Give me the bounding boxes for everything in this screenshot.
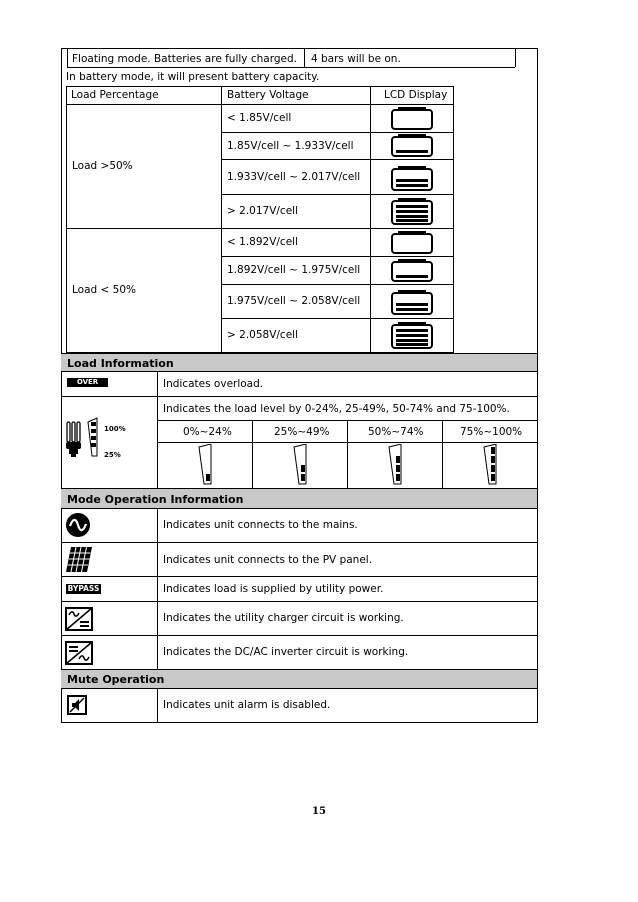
top-row-text-1: Floating mode. Batteries are fully charged. xyxy=(72,53,297,65)
page-number: 15 xyxy=(312,806,326,817)
load-level-label: 50%~74% xyxy=(368,426,424,438)
load-level-bar-icon xyxy=(293,444,307,486)
group-load-label: Load >50% xyxy=(72,160,133,172)
load-level-icon xyxy=(64,416,98,466)
header-load-percentage: Load Percentage xyxy=(71,89,159,101)
load-level-bar-icon xyxy=(388,444,402,486)
section-title: Mode Operation Information xyxy=(67,493,244,506)
battery-voltage-cell: 1.85V/cell ~ 1.933V/cell xyxy=(227,140,354,152)
mute-text: Indicates unit alarm is disabled. xyxy=(163,699,331,711)
battery-voltage-cell: 1.892V/cell ~ 1.975V/cell xyxy=(227,264,361,276)
battery-icon-2-bars xyxy=(390,290,434,316)
battery-intro: In battery mode, it will present battery capacity. xyxy=(66,71,320,83)
battery-icon-empty xyxy=(390,231,434,255)
section-title: Load Information xyxy=(67,357,174,370)
battery-icon-4-bars xyxy=(390,198,434,226)
mode-text: Indicates unit connects to the mains. xyxy=(163,519,358,531)
battery-voltage-cell: 1.933V/cell ~ 2.017V/cell xyxy=(227,171,361,183)
header-battery-voltage: Battery Voltage xyxy=(227,89,309,101)
battery-voltage-cell: < 1.892V/cell xyxy=(227,236,298,248)
load-level-bar-icon xyxy=(198,444,212,486)
battery-icon-1-bar xyxy=(390,134,434,158)
battery-voltage-cell: > 2.017V/cell xyxy=(227,205,298,217)
mode-text: Indicates the DC/AC inverter circuit is working. xyxy=(163,646,409,658)
charger-icon xyxy=(64,606,94,632)
overload-icon: OVER LOAD xyxy=(67,378,108,387)
pv-panel-icon xyxy=(65,546,93,573)
ac-mains-icon xyxy=(65,512,91,538)
mode-text: Indicates unit connects to the PV panel. xyxy=(163,554,373,566)
load-level-label: 0%~24% xyxy=(183,426,232,438)
battery-icon-2-bars xyxy=(390,166,434,192)
load-level-label: 75%~100% xyxy=(460,426,523,438)
battery-icon-1-bar xyxy=(390,259,434,283)
load-level-label: 25%~49% xyxy=(274,426,330,438)
section-title: Mute Operation xyxy=(67,673,165,686)
battery-icon-4-bars xyxy=(390,322,434,350)
top-row-text-2: 4 bars will be on. xyxy=(311,53,401,65)
mode-text: Indicates load is supplied by utility power. xyxy=(163,583,384,595)
mode-text: Indicates the utility charger circuit is working. xyxy=(163,612,404,624)
battery-icon-empty xyxy=(390,107,434,131)
load-icon-label-25: 25% xyxy=(104,451,121,459)
battery-voltage-cell: 1.975V/cell ~ 2.058V/cell xyxy=(227,295,361,307)
inverter-icon xyxy=(64,640,94,666)
section-mode-operation xyxy=(61,489,537,508)
load-icon-label-100: 100% xyxy=(104,425,126,433)
load-level-text: Indicates the load level by 0-24%, 25-49%, 50-74% and 75-100%. xyxy=(163,403,510,415)
load-level-bar-icon xyxy=(483,444,497,486)
group-load-label: Load < 50% xyxy=(72,284,136,296)
battery-voltage-cell: > 2.058V/cell xyxy=(227,329,298,341)
section-load-information xyxy=(61,354,537,371)
header-lcd-display: LCD Display xyxy=(384,89,448,101)
mute-icon xyxy=(67,695,87,715)
overload-text: Indicates overload. xyxy=(163,378,264,390)
bypass-icon: BYPASS xyxy=(67,584,100,593)
section-mute-operation xyxy=(61,670,537,688)
battery-voltage-cell: < 1.85V/cell xyxy=(227,112,292,124)
